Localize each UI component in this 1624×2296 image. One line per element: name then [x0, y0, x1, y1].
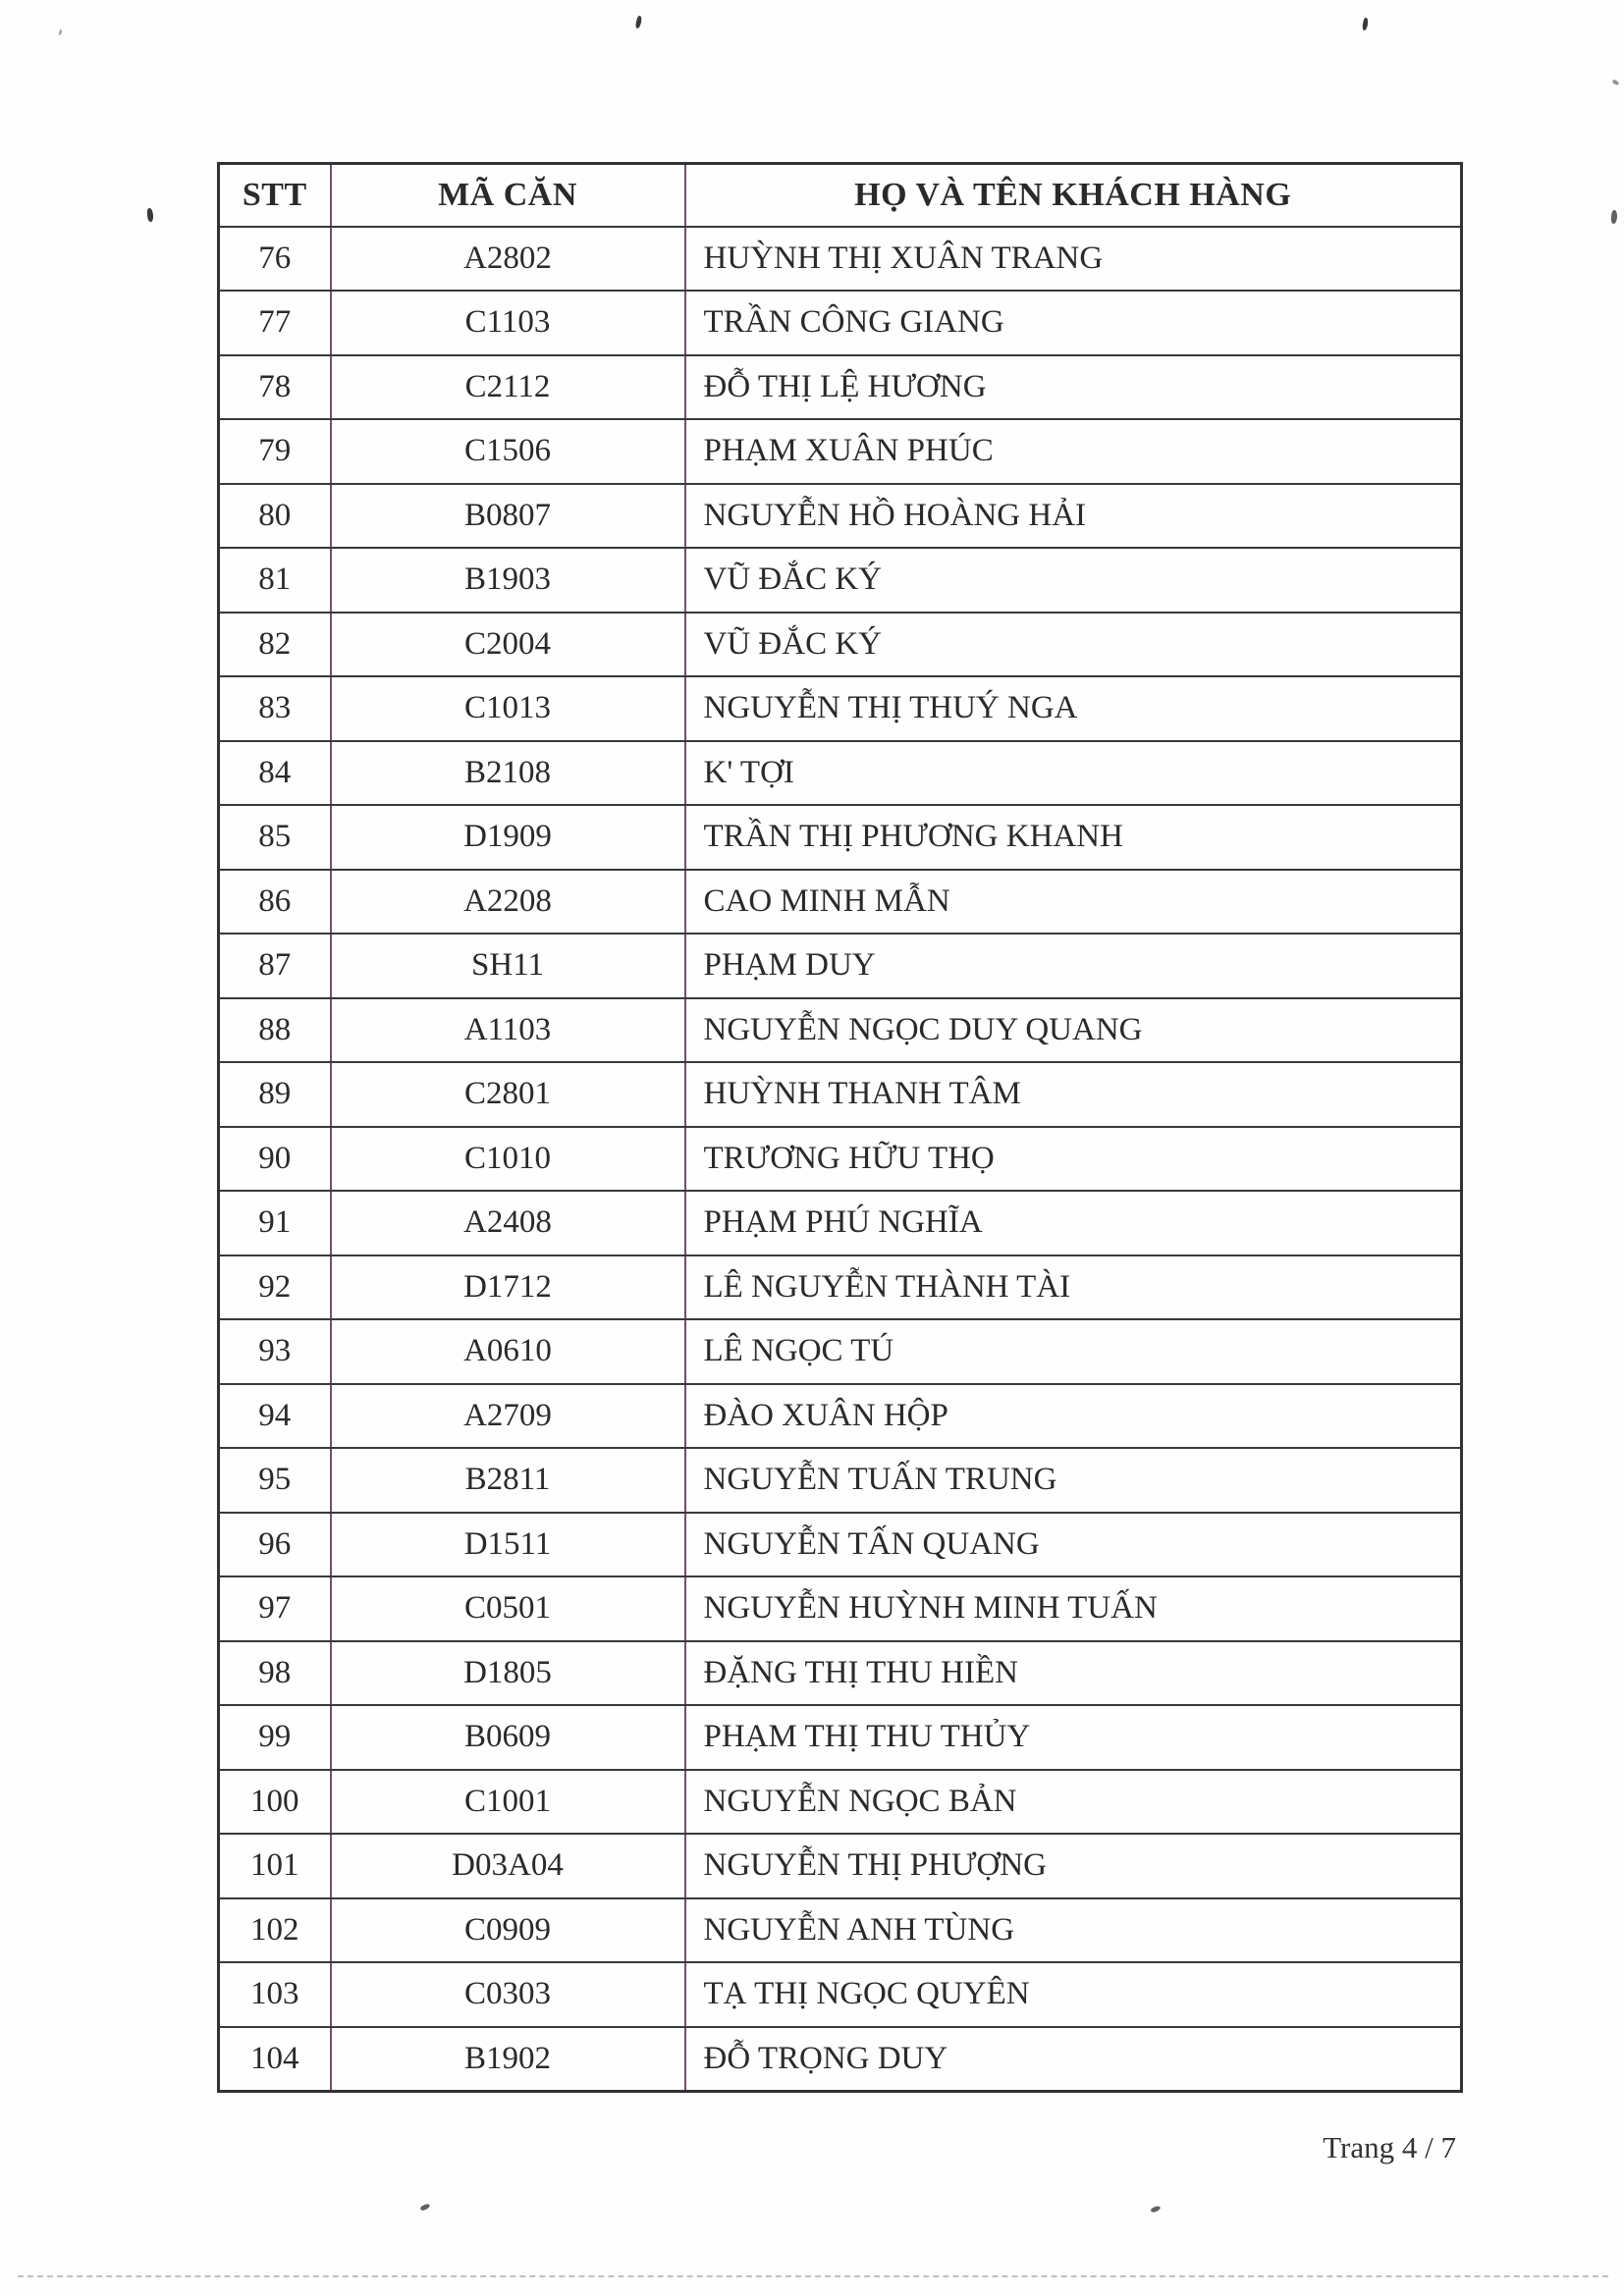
- page-bottom-divider: [18, 2275, 1608, 2277]
- cell-stt: 99: [219, 1705, 331, 1770]
- table-row: [219, 1834, 1462, 1898]
- cell-ma-can: C0303: [331, 1962, 685, 2027]
- cell-ma-can: SH11: [331, 934, 685, 998]
- table-row: [219, 1513, 1462, 1577]
- scan-speck: [419, 2203, 430, 2212]
- table-row: [219, 355, 1462, 420]
- cell-customer-name: PHẠM XUÂN PHÚC: [685, 419, 1462, 484]
- cell-customer-name: NGUYỄN ANH TÙNG: [685, 1898, 1462, 1963]
- table-row: [219, 2027, 1462, 2092]
- cell-ma-can: B0609: [331, 1705, 685, 1770]
- scan-speck: [1611, 80, 1619, 86]
- cell-stt: 84: [219, 741, 331, 806]
- cell-stt: 79: [219, 419, 331, 484]
- table-body: [219, 227, 1462, 2092]
- cell-customer-name: TRƯƠNG HỮU THỌ: [685, 1127, 1462, 1192]
- cell-ma-can: D03A04: [331, 1834, 685, 1898]
- cell-customer-name: NGUYỄN THỊ THUÝ NGA: [685, 676, 1462, 741]
- cell-stt: 81: [219, 548, 331, 613]
- cell-ma-can: C1010: [331, 1127, 685, 1192]
- scan-speck: [147, 208, 154, 222]
- table-row: [219, 227, 1462, 292]
- cell-ma-can: D1909: [331, 805, 685, 870]
- cell-stt: 87: [219, 934, 331, 998]
- cell-customer-name: NGUYỄN HUỲNH MINH TUẤN: [685, 1576, 1462, 1641]
- cell-stt: 93: [219, 1319, 331, 1384]
- cell-stt: 77: [219, 291, 331, 355]
- cell-customer-name: PHẠM THỊ THU THỦY: [685, 1705, 1462, 1770]
- cell-customer-name: NGUYỄN THỊ PHƯỢNG: [685, 1834, 1462, 1898]
- table-row: [219, 1898, 1462, 1963]
- table-row: [219, 1576, 1462, 1641]
- cell-customer-name: PHẠM DUY: [685, 934, 1462, 998]
- cell-customer-name: TRẦN THỊ PHƯƠNG KHANH: [685, 805, 1462, 870]
- table-row: [219, 1319, 1462, 1384]
- cell-ma-can: A2408: [331, 1191, 685, 1255]
- table-row: [219, 613, 1462, 677]
- cell-stt: 96: [219, 1513, 331, 1577]
- table-row: [219, 870, 1462, 934]
- cell-stt: 92: [219, 1255, 331, 1320]
- cell-customer-name: TẠ THỊ NGỌC QUYÊN: [685, 1962, 1462, 2027]
- cell-stt: 97: [219, 1576, 331, 1641]
- customer-table: [217, 162, 1463, 2093]
- cell-stt: 95: [219, 1448, 331, 1513]
- table-row: [219, 1962, 1462, 2027]
- cell-ma-can: C2004: [331, 613, 685, 677]
- cell-stt: 101: [219, 1834, 331, 1898]
- cell-ma-can: C2801: [331, 1062, 685, 1127]
- table-row: [219, 1448, 1462, 1513]
- table-row: [219, 934, 1462, 998]
- cell-stt: 76: [219, 227, 331, 292]
- cell-customer-name: NGUYỄN TẤN QUANG: [685, 1513, 1462, 1577]
- col-header-ma-can: MÃ CĂN: [331, 164, 685, 227]
- cell-ma-can: A2709: [331, 1384, 685, 1449]
- cell-customer-name: LÊ NGUYỄN THÀNH TÀI: [685, 1255, 1462, 1320]
- col-header-customer-name: HỌ VÀ TÊN KHÁCH HÀNG: [685, 164, 1462, 227]
- cell-ma-can: C2112: [331, 355, 685, 420]
- cell-stt: 103: [219, 1962, 331, 2027]
- cell-ma-can: B1902: [331, 2027, 685, 2092]
- cell-stt: 82: [219, 613, 331, 677]
- cell-customer-name: TRẦN CÔNG GIANG: [685, 291, 1462, 355]
- cell-customer-name: NGUYỄN TUẤN TRUNG: [685, 1448, 1462, 1513]
- table-row: [219, 1705, 1462, 1770]
- cell-stt: 80: [219, 484, 331, 549]
- table-row: [219, 1255, 1462, 1320]
- scan-speck: [1362, 18, 1369, 31]
- cell-ma-can: C1506: [331, 419, 685, 484]
- scan-speck: [635, 16, 643, 29]
- cell-ma-can: B2108: [331, 741, 685, 806]
- cell-stt: 86: [219, 870, 331, 934]
- cell-ma-can: C0909: [331, 1898, 685, 1963]
- cell-ma-can: A2802: [331, 227, 685, 292]
- cell-customer-name: ĐẶNG THỊ THU HIỀN: [685, 1641, 1462, 1706]
- cell-ma-can: A1103: [331, 998, 685, 1063]
- cell-stt: 104: [219, 2027, 331, 2092]
- cell-customer-name: NGUYỄN NGỌC BẢN: [685, 1770, 1462, 1835]
- table-row: [219, 484, 1462, 549]
- cell-ma-can: B2811: [331, 1448, 685, 1513]
- table-row: [219, 741, 1462, 806]
- cell-ma-can: C0501: [331, 1576, 685, 1641]
- cell-ma-can: C1001: [331, 1770, 685, 1835]
- cell-ma-can: C1103: [331, 291, 685, 355]
- cell-ma-can: C1013: [331, 676, 685, 741]
- cell-customer-name: PHẠM PHÚ NGHĨA: [685, 1191, 1462, 1255]
- cell-customer-name: VŨ ĐẮC KÝ: [685, 548, 1462, 613]
- table-row: [219, 1641, 1462, 1706]
- cell-stt: 94: [219, 1384, 331, 1449]
- table-row: [219, 291, 1462, 355]
- table-row: [219, 998, 1462, 1063]
- cell-stt: 100: [219, 1770, 331, 1835]
- scan-speck: [58, 29, 63, 36]
- table-row: [219, 805, 1462, 870]
- page-number: Trang 4 / 7: [1323, 2130, 1456, 2164]
- cell-stt: 91: [219, 1191, 331, 1255]
- table-row: [219, 1191, 1462, 1255]
- cell-stt: 85: [219, 805, 331, 870]
- cell-customer-name: NGUYỄN HỒ HOÀNG HẢI: [685, 484, 1462, 549]
- table-row: [219, 419, 1462, 484]
- table-row: [219, 548, 1462, 613]
- table-row: [219, 676, 1462, 741]
- cell-customer-name: CAO MINH MẪN: [685, 870, 1462, 934]
- cell-customer-name: ĐÀO XUÂN HỘP: [685, 1384, 1462, 1449]
- cell-stt: 102: [219, 1898, 331, 1963]
- cell-customer-name: ĐỖ THỊ LỆ HƯƠNG: [685, 355, 1462, 420]
- cell-stt: 83: [219, 676, 331, 741]
- cell-ma-can: B0807: [331, 484, 685, 549]
- table-row: [219, 1770, 1462, 1835]
- cell-customer-name: VŨ ĐẮC KÝ: [685, 613, 1462, 677]
- cell-ma-can: A2208: [331, 870, 685, 934]
- col-header-stt: STT: [219, 164, 331, 227]
- cell-ma-can: A0610: [331, 1319, 685, 1384]
- table-row: [219, 1062, 1462, 1127]
- cell-ma-can: D1511: [331, 1513, 685, 1577]
- scan-speck: [1150, 2205, 1161, 2214]
- cell-ma-can: B1903: [331, 548, 685, 613]
- cell-ma-can: D1712: [331, 1255, 685, 1320]
- cell-stt: 88: [219, 998, 331, 1063]
- cell-stt: 78: [219, 355, 331, 420]
- cell-customer-name: NGUYỄN NGỌC DUY QUANG: [685, 998, 1462, 1063]
- header-row: [219, 164, 1462, 227]
- table-row: [219, 1127, 1462, 1192]
- cell-customer-name: HUỲNH THANH TÂM: [685, 1062, 1462, 1127]
- table-header: [219, 164, 1462, 227]
- cell-stt: 98: [219, 1641, 331, 1706]
- cell-stt: 90: [219, 1127, 331, 1192]
- table-row: [219, 1384, 1462, 1449]
- cell-customer-name: ĐỖ TRỌNG DUY: [685, 2027, 1462, 2092]
- cell-ma-can: D1805: [331, 1641, 685, 1706]
- cell-customer-name: LÊ NGỌC TÚ: [685, 1319, 1462, 1384]
- cell-customer-name: K' TỢI: [685, 741, 1462, 806]
- cell-customer-name: HUỲNH THỊ XUÂN TRANG: [685, 227, 1462, 292]
- scan-speck: [1610, 210, 1617, 225]
- cell-stt: 89: [219, 1062, 331, 1127]
